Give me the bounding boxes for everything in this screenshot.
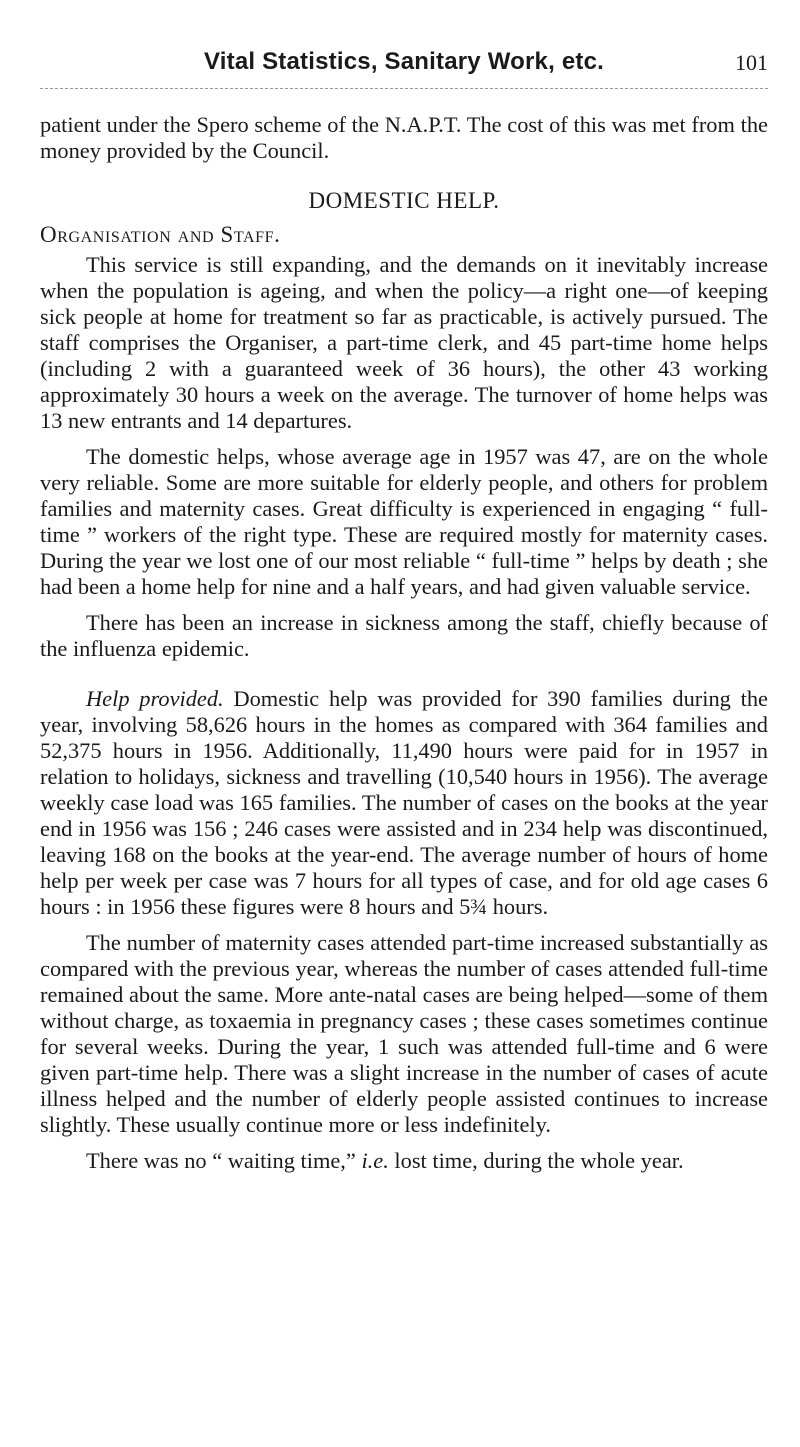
run-in-heading: Help provided. xyxy=(86,686,224,711)
waiting-time-text-a: There was no “ waiting time,” xyxy=(86,1148,356,1173)
header-rule xyxy=(40,88,768,89)
page-number: 101 xyxy=(735,50,768,75)
paragraph-domestic-helps: The domestic helps, whose average age in 1957 was 47, are on the whole very reliable. Some are more suitable for elderly people, and others for problem families and maternity cases. Great difficulty is experienced in engaging “ full-time ” workers of the right type. These are required mostly for maternity cases. During the year we lost one of our most reliable “ full-time ” helps by death ; she had been a home help for nine and a half years, and had given valuable service. xyxy=(40,444,768,599)
paragraph-waiting-time xyxy=(40,1148,768,1174)
page-body xyxy=(40,112,768,1184)
subsection-title: Organisation and Staff. xyxy=(40,222,281,247)
ie-abbreviation: i.e. xyxy=(361,1148,389,1173)
paragraph-help-provided xyxy=(40,686,768,920)
paragraph-continuation: patient under the Spero scheme of the N.A.P.T. The cost of this was met from the money provided by the Council. xyxy=(40,112,768,163)
waiting-time-text-b: lost time, during the whole year. xyxy=(394,1148,684,1173)
paragraph-staff: This service is still expanding, and the demands on it inevitably increase when the population is ageing, and when the policy—a right one—of keeping sick people at home for treatment so far as practicable, is actively pursued. The staff comprises the Organiser, a part-time clerk, and 45 part-time home helps (including 2 with a guaranteed week of 36 hours), the other 43 working approximately 30 hours a week on the average. The turnover of home helps was 13 new entrants and 14 departures. xyxy=(40,252,768,433)
paragraph-sickness: There has been an increase in sickness among the staff, chiefly because of the influenza epidemic. xyxy=(40,610,768,661)
paragraph-maternity: The number of maternity cases attended part-time increased substantially as compared with the previous year, whereas the number of cases attended full-time remained about the same. More ante-natal cases are being helped—some of them without charge, as toxaemia in pregnancy cases ; these cases sometimes continue for several weeks. During the year, 1 such was attended full-time and 6 were given part-time help. There was a slight increase in the number of cases of acute illness helped and the number of elderly people assisted continues to increase slightly. These usually continue more or less indefinitely. xyxy=(40,930,768,1137)
paragraph-help-provided-text: Domestic help was provided for 390 families during the year, involving 58,626 hours in the homes as compared with 364 families and 52,375 hours in 1956. Additionally, 11,490 hours were paid for in 1957 in relation to holidays, sickness and travelling (10,540 hours in 1956). The average weekly case load was 165 families. The number of cases on the books at the year end in 1956 was 156 ; 246 cases were assisted and in 234 help was discontinued, leaving 168 on the books at the year-end. The average number of hours of home help per week per case was 7 hours for all types of case, and for old age cases 6 hours : in 1956 these figures were 8 hours and 5¾ hours. xyxy=(40,686,768,919)
running-title: Vital Statistics, Sanitary Work, etc. xyxy=(203,48,604,75)
section-title: DOMESTIC HELP. xyxy=(308,188,500,213)
page-header xyxy=(40,48,768,88)
